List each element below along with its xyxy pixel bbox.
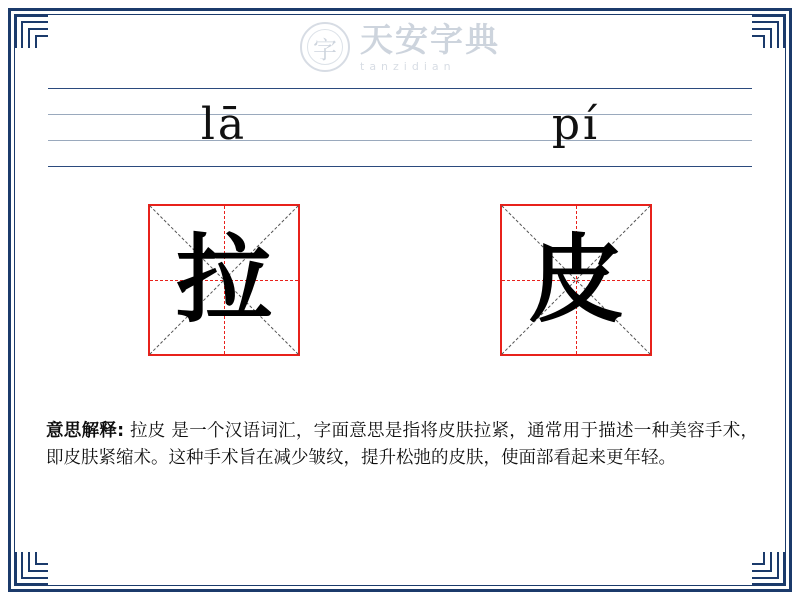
explanation-label: 意思解释: bbox=[46, 421, 125, 441]
corner-ornament-top-left bbox=[14, 14, 48, 48]
character-glyph-2: 皮 bbox=[528, 224, 624, 336]
explanation-block bbox=[46, 418, 758, 472]
tianzige-grid-2 bbox=[500, 204, 652, 356]
corner-ornament-bottom-right bbox=[752, 552, 786, 586]
corner-ornament-top-right bbox=[752, 14, 786, 48]
tianzige-grid-1 bbox=[148, 204, 300, 356]
brand-subtitle: tanzidian bbox=[360, 59, 456, 73]
pinyin-syllable-1: lā bbox=[200, 99, 248, 150]
pinyin-row bbox=[48, 88, 752, 168]
seal-character: 字 bbox=[313, 37, 337, 64]
character-glyph-1: 拉 bbox=[176, 224, 272, 336]
character-cell-2 bbox=[400, 200, 752, 360]
pinyin-syllable-2: pí bbox=[551, 99, 601, 150]
character-row bbox=[48, 200, 752, 360]
explanation-text: 拉皮 是一个汉语词汇，字面意思是指将皮肤拉紧，通常用于描述一种美容手术，即皮肤紧缩术。这种手术旨在减少皱纹，提升松弛的皮肤，使面部看起来更年轻。 bbox=[46, 421, 758, 469]
character-cell-1 bbox=[48, 200, 400, 360]
corner-ornament-bottom-left bbox=[14, 552, 48, 586]
brand-title: 天安字典 bbox=[360, 19, 500, 59]
pinyin-staff bbox=[48, 88, 752, 168]
